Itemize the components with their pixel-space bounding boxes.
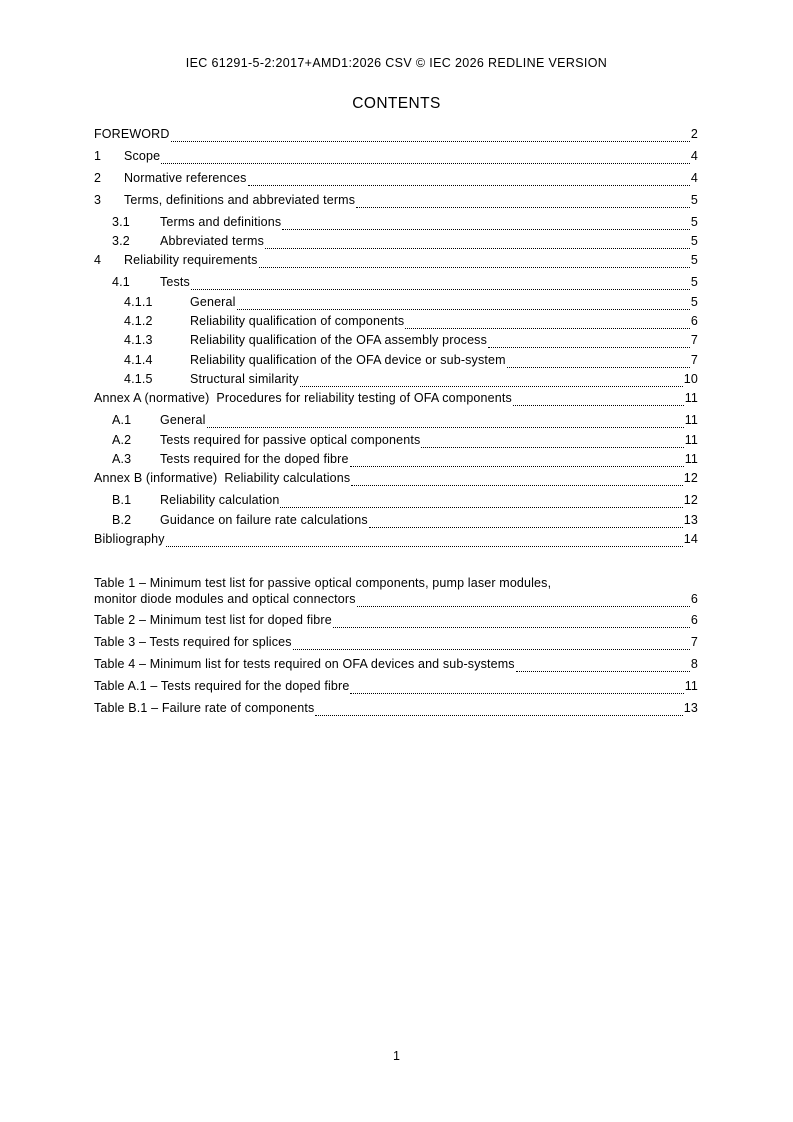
- toc-entry-number: 3.2: [112, 234, 130, 248]
- table-list-page: 7: [690, 635, 698, 649]
- table-list-page: 6: [690, 613, 698, 627]
- dot-leader: [191, 277, 690, 290]
- toc-entry-number: 4.1.5: [124, 372, 153, 386]
- toc-entry-number: A.1: [112, 413, 132, 427]
- toc-entry-page: 11: [684, 391, 698, 405]
- toc-entry-label: Guidance on failure rate calculations: [160, 513, 368, 527]
- toc-entry-label: Tests required for passive optical components: [160, 433, 421, 447]
- toc-entry-label: Terms and definitions: [160, 215, 282, 229]
- table-list-page: 11: [684, 679, 698, 693]
- toc-entry-label: Tests required for the doped fibre: [160, 452, 349, 466]
- table-list-label-line2: monitor diode modules and optical connectors: [94, 592, 356, 606]
- toc-entry-terms[interactable]: [94, 192, 698, 208]
- table-list-page: 13: [683, 701, 698, 715]
- toc-entry-scope[interactable]: [94, 148, 698, 164]
- toc-entry-annex-a-general[interactable]: [94, 412, 698, 428]
- document-header: IEC 61291-5-2:2017+AMD1:2026 CSV © IEC 2026 REDLINE VERSION: [185, 56, 608, 70]
- toc-entry-number: 4.1: [112, 275, 130, 289]
- toc-entry-label: Structural similarity: [190, 372, 299, 386]
- toc-entry-page: 5: [690, 193, 698, 207]
- dot-leader: [293, 637, 690, 650]
- toc-entry-page: 11: [684, 433, 698, 447]
- table-list-label: Table 3 – Tests required for splices: [94, 635, 292, 649]
- toc-entry-page: 4: [690, 149, 698, 163]
- toc-entry-annex-b[interactable]: [94, 470, 698, 486]
- toc-entry-label: Reliability requirements: [124, 253, 258, 267]
- toc-entry-label: Reliability qualification of components: [190, 314, 405, 328]
- page-number: 1: [393, 1049, 400, 1063]
- dot-leader: [421, 435, 683, 448]
- table-list-entry-table-2[interactable]: [94, 612, 698, 628]
- toc-entry-annex-a[interactable]: [94, 390, 698, 406]
- toc-entry-tests[interactable]: [94, 274, 698, 290]
- toc-entry-page: 2: [690, 127, 698, 141]
- toc-entry-label: Reliability calculation: [160, 493, 280, 507]
- toc-entry-page: 7: [690, 353, 698, 367]
- toc-entry-label: Procedures for reliability testing of OFA components: [216, 391, 512, 405]
- table-list-label: Table 2 – Minimum test list for doped fibre: [94, 613, 332, 627]
- dot-leader: [507, 355, 690, 368]
- table-list-entry-table-1[interactable]: [94, 575, 698, 607]
- dot-leader: [265, 236, 690, 249]
- dot-leader: [405, 316, 690, 329]
- dot-leader: [237, 297, 690, 310]
- dot-leader: [259, 255, 690, 268]
- toc-entry-page: 5: [690, 215, 698, 229]
- toc-entry-structural-similarity[interactable]: [94, 371, 698, 387]
- toc-entry-normative-references[interactable]: [94, 170, 698, 186]
- dot-leader: [333, 615, 690, 628]
- toc-entry-label: Terms, definitions and abbreviated terms: [124, 193, 356, 207]
- dot-leader: [207, 415, 684, 428]
- toc-entry-label: General: [190, 295, 236, 309]
- toc-entry-number: 1: [94, 149, 102, 163]
- dot-leader: [351, 473, 683, 486]
- toc-entry-number: 3.1: [112, 215, 130, 229]
- toc-entry-page: 13: [683, 513, 698, 527]
- table-list-entry-table-4[interactable]: [94, 656, 698, 672]
- toc-entry-doped-fibre-tests[interactable]: [94, 451, 698, 467]
- table-list-page: 6: [690, 592, 698, 606]
- toc-entry-number: 2: [94, 171, 102, 185]
- table-list-label: Table 4 – Minimum list for tests required on OFA devices and sub-systems: [94, 657, 515, 671]
- toc-entry-page: 12: [683, 493, 698, 507]
- dot-leader: [280, 495, 682, 508]
- toc-entry-page: 7: [690, 333, 698, 347]
- toc-entry-number: 4: [94, 253, 102, 267]
- toc-entry-abbreviated-terms[interactable]: [94, 233, 698, 249]
- toc-entry-reliability-requirements[interactable]: [94, 252, 698, 268]
- toc-entry-page: 11: [684, 413, 698, 427]
- toc-entry-page: 6: [690, 314, 698, 328]
- toc-entry-number: A.3: [112, 452, 132, 466]
- toc-entry-label: Reliability qualification of the OFA device or sub-system: [190, 353, 506, 367]
- toc-entry-terms-definitions[interactable]: [94, 214, 698, 230]
- toc-entry-bibliography[interactable]: [94, 531, 698, 547]
- toc-entry-page: 14: [683, 532, 698, 546]
- toc-entry-label: Bibliography: [94, 532, 165, 546]
- toc-entry-number: A.2: [112, 433, 132, 447]
- table-list-page: 8: [690, 657, 698, 671]
- page-title: CONTENTS: [352, 95, 441, 112]
- toc-entry-passive-optical-tests[interactable]: [94, 432, 698, 448]
- dot-leader: [350, 454, 684, 467]
- toc-entry-label: Tests: [160, 275, 190, 289]
- dot-leader: [161, 151, 690, 164]
- toc-entry-qualification-components[interactable]: [94, 313, 698, 329]
- toc-entry-label: Reliability calculations: [224, 471, 351, 485]
- toc-entry-number: 4.1.4: [124, 353, 153, 367]
- table-list-entry-table-b1[interactable]: [94, 700, 698, 716]
- toc-entry-page: 4: [690, 171, 698, 185]
- dot-leader: [516, 659, 690, 672]
- table-list-label: Table A.1 – Tests required for the doped fibre: [94, 679, 350, 693]
- dot-leader: [300, 374, 683, 387]
- toc-entry-page: 11: [684, 452, 698, 466]
- toc-entry-page: 5: [690, 234, 698, 248]
- toc-entry-number: 4.1.1: [124, 295, 153, 309]
- dot-leader: [488, 335, 690, 348]
- toc-entry-qualification-device[interactable]: [94, 352, 698, 368]
- dot-leader: [282, 217, 690, 230]
- table-list-label: Table B.1 – Failure rate of components: [94, 701, 315, 715]
- dot-leader: [357, 594, 690, 607]
- toc-entry-number: B.1: [112, 493, 132, 507]
- dot-leader: [356, 195, 690, 208]
- table-list-label-line1: Table 1 – Minimum test list for passive optical components, pump laser modules,: [94, 576, 552, 590]
- dot-leader: [166, 534, 683, 547]
- toc-entry-label: Reliability qualification of the OFA assembly process: [190, 333, 487, 347]
- dot-leader: [369, 515, 683, 528]
- toc-entry-label: General: [160, 413, 206, 427]
- toc-entry-number: 4.1.2: [124, 314, 153, 328]
- toc-entry-foreword[interactable]: [94, 126, 698, 142]
- dot-leader: [171, 129, 690, 142]
- toc-entry-reliability-calculation[interactable]: [94, 492, 698, 508]
- toc-entry-page: 5: [690, 275, 698, 289]
- toc-entry-qualification-assembly[interactable]: [94, 332, 698, 348]
- toc-entry-label: Abbreviated terms: [160, 234, 264, 248]
- table-list-entry-table-a1[interactable]: [94, 678, 698, 694]
- toc-entry-page: 5: [690, 253, 698, 267]
- dot-leader: [248, 173, 690, 186]
- dot-leader: [513, 393, 684, 406]
- toc-entry-number: 3: [94, 193, 102, 207]
- dot-leader: [350, 681, 683, 694]
- toc-entry-failure-rate-guidance[interactable]: [94, 512, 698, 528]
- toc-entry-general[interactable]: [94, 294, 698, 310]
- toc-entry-page: 5: [690, 295, 698, 309]
- table-list-entry-table-3[interactable]: [94, 634, 698, 650]
- toc-entry-label: FOREWORD: [94, 127, 170, 141]
- dot-leader: [315, 703, 682, 716]
- toc-entry-label: Scope: [124, 149, 161, 163]
- toc-entry-number: Annex B (informative): [94, 471, 218, 485]
- toc-entry-number: Annex A (normative): [94, 391, 210, 405]
- toc-entry-label: Normative references: [124, 171, 247, 185]
- toc-entry-number: B.2: [112, 513, 132, 527]
- toc-entry-page: 12: [683, 471, 698, 485]
- toc-entry-number: 4.1.3: [124, 333, 153, 347]
- toc-entry-page: 10: [683, 372, 698, 386]
